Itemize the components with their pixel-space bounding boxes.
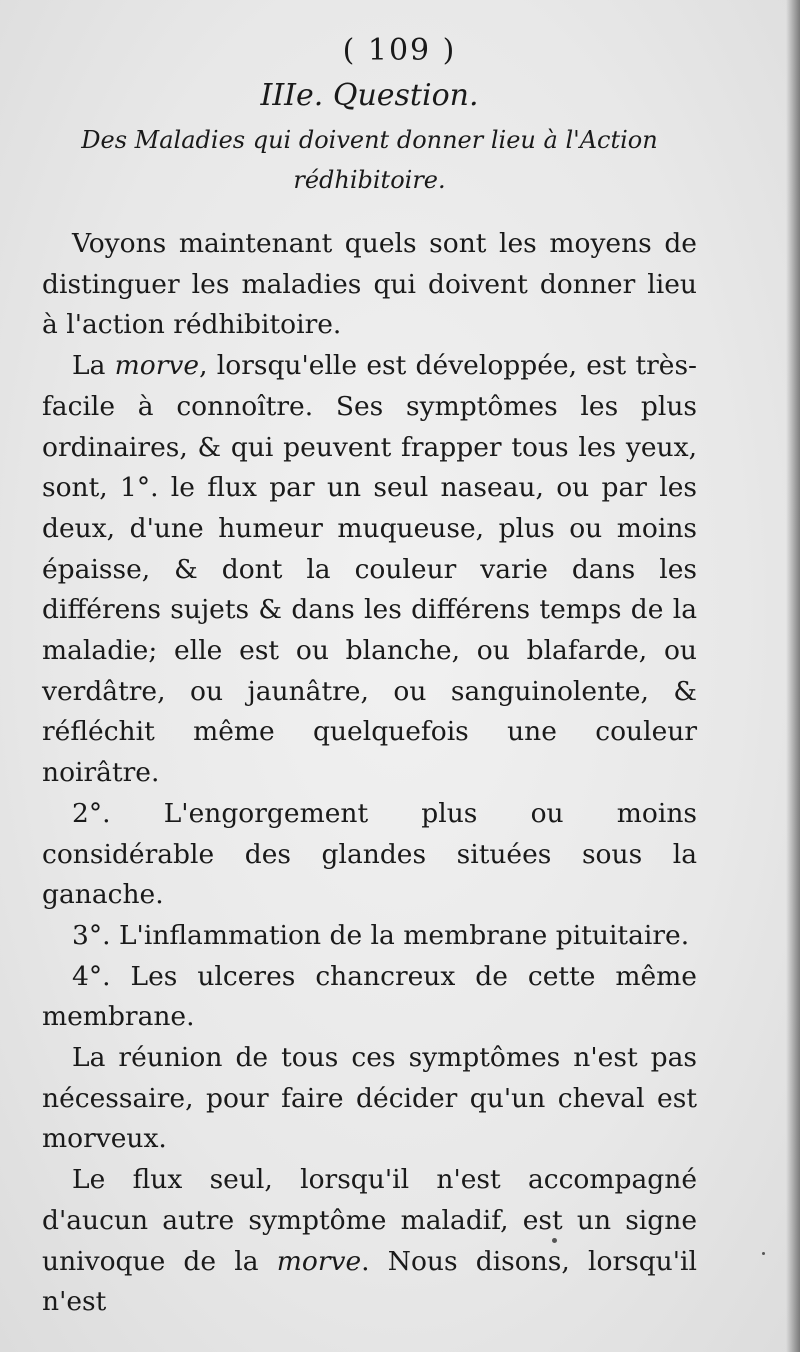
paragraph-italic-term: morve	[114, 350, 200, 382]
paragraph-italic-term: morve	[276, 1245, 362, 1277]
body-text	[42, 224, 697, 1323]
paragraph-text: 4°. Les ulceres chancreux de cette même membrane.	[42, 960, 697, 1033]
subheading-line-2: rédhibitoire.	[293, 166, 446, 194]
page-text-block	[42, 28, 697, 1323]
paragraph	[42, 1160, 697, 1323]
paragraph-text: 2°. L'engorgement plus ou moins considérable des glandes situées sous la ganache.	[42, 797, 697, 911]
paragraph-text: 3°. L'inflammation de la membrane pituitaire.	[72, 919, 690, 951]
paper-speck	[762, 1252, 765, 1255]
paragraph-text: La	[72, 350, 115, 382]
paragraph	[42, 916, 697, 957]
paragraph-text: Voyons maintenant quels sont les moyens de distinguer les maladies qui doivent donner lieu à l'action rédhibitoire.	[42, 228, 697, 341]
paragraph	[42, 794, 697, 916]
paragraph	[42, 224, 697, 346]
page-number: ( 109 )	[342, 33, 457, 68]
paragraph-text: . Nous disons, lorsqu'il n'est	[42, 1245, 697, 1318]
paragraph	[42, 957, 697, 1038]
paragraph-text: Le flux seul, lorsqu'il n'est accompagné d'aucun autre symptôme maladif, est un signe univoque de la	[42, 1164, 697, 1277]
page-edge-shadow	[786, 0, 800, 1352]
subheading-line-1: Des Maladies qui doivent donner lieu à l'Action	[81, 126, 658, 154]
paper-speck	[552, 1238, 557, 1243]
section-heading: IIIe. Question.	[260, 78, 479, 113]
paragraph-text: , lorsqu'elle est développée, est très-facile à connoître. Ses symptômes les plus ordinaires, & qui peuvent frapper tous les yeux, sont, 1°. le flux par un seul naseau, ou par les deux, d'une humeur muqueuse, plus ou moins épaisse, & dont la couleur varie dans les différens sujets & dans les différens temps de la maladie; elle est ou blanche, ou blafarde, ou verdâtre, ou jaunâtre, ou sanguinolente, & réfléchit même quelquefois une couleur noirâtre.	[42, 350, 698, 789]
paragraph-text: La réunion de tous ces symptômes n'est pas nécessaire, pour faire décider qu'un cheval est morveux.	[42, 1042, 697, 1155]
section-subheading	[42, 120, 697, 200]
paragraph	[42, 346, 697, 794]
paragraph	[42, 1038, 697, 1160]
